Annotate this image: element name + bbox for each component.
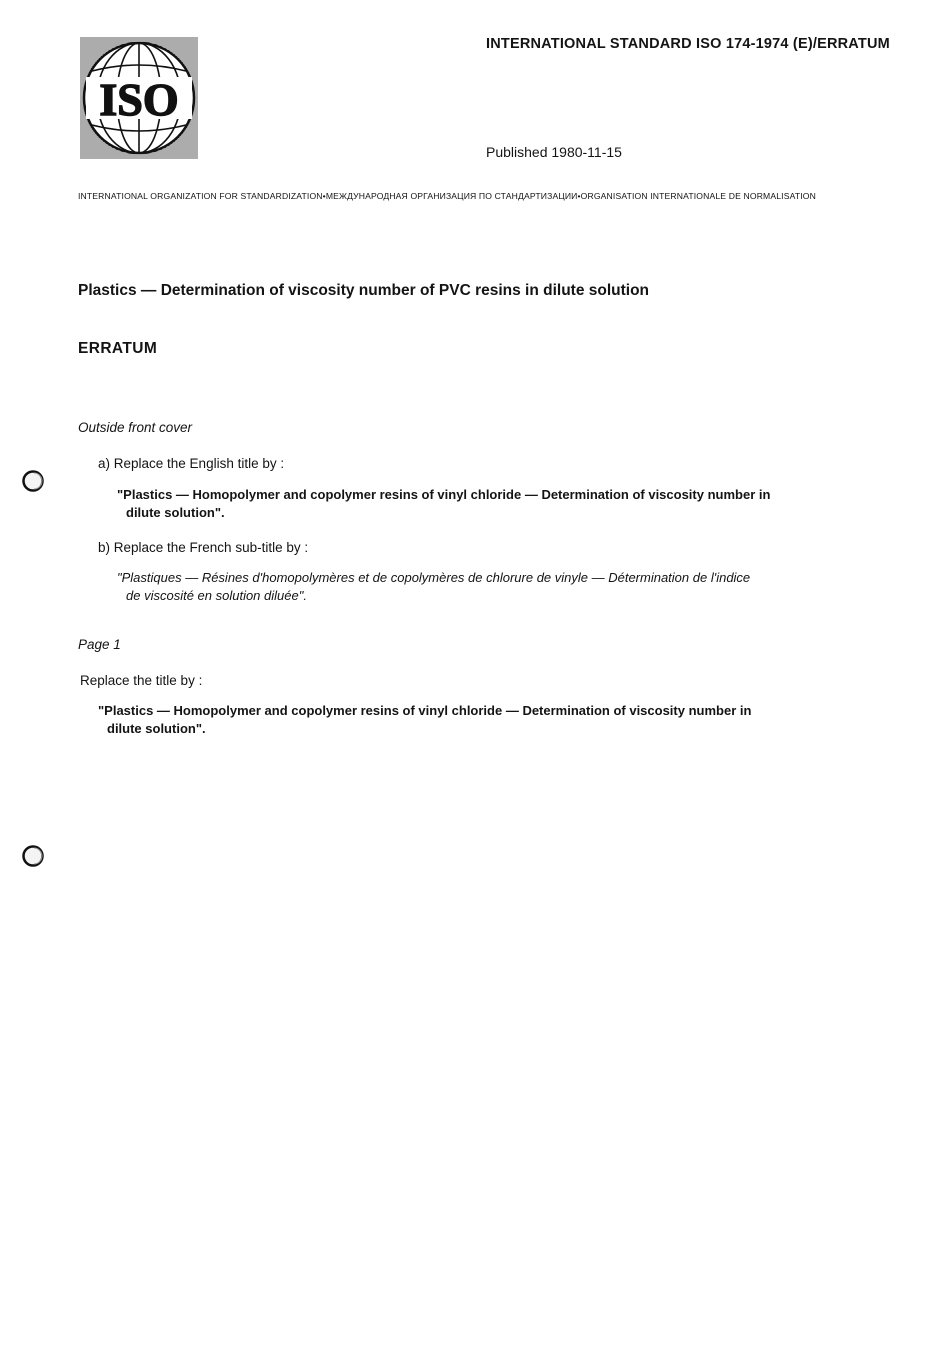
page-1-instruction: Replace the title by : — [80, 673, 203, 688]
iso-globe-icon — [80, 37, 198, 159]
document-title: Plastics — Determination of viscosity number of PVC resins in dilute solution — [78, 282, 650, 299]
item-a-label: a) Replace the English title by : — [98, 456, 285, 471]
punch-hole-icon — [22, 470, 44, 492]
page-1-quote-line1: "Plastics — Homopolymer and copolymer resins of vinyl chloride — Determination of viscosity number in — [98, 703, 752, 718]
item-b-quote-line1: "Plastiques — Résines d'homopolymères et de copolymères de chlorure de vinyle — Détermination de l'indice — [117, 570, 751, 585]
item-a-quote-line1: "Plastics — Homopolymer and copolymer resins of vinyl chloride — Determination of viscosity number in — [117, 487, 771, 502]
iso-logo-text: ISO — [99, 74, 179, 125]
organization-line: INTERNATIONAL ORGANIZATION FOR STANDARDIZATION•МЕЖДУНАРОДНАЯ ОРГАНИЗАЦИЯ ПО СТАНДАРТИЗАЦИИ•ORGANISATION INTERNATIONALE DE NORMALISATION — [78, 191, 816, 201]
page-1-quote-line2: dilute solution". — [107, 721, 206, 736]
section-heading-page-1: Page 1 — [78, 637, 121, 652]
iso-logo — [80, 37, 198, 159]
item-a-quote-line2: dilute solution". — [126, 505, 225, 520]
section-heading-outside-front-cover: Outside front cover — [78, 420, 193, 435]
item-b-label: b) Replace the French sub-title by : — [98, 540, 309, 555]
erratum-heading: ERRATUM — [78, 340, 158, 357]
published-date: Published 1980-11-15 — [486, 144, 622, 160]
standard-id: INTERNATIONAL STANDARD ISO 174-1974 (E)/ERRATUM — [486, 36, 890, 52]
punch-hole-icon — [22, 845, 44, 867]
item-b-quote-line2: de viscosité en solution diluée". — [126, 588, 307, 603]
